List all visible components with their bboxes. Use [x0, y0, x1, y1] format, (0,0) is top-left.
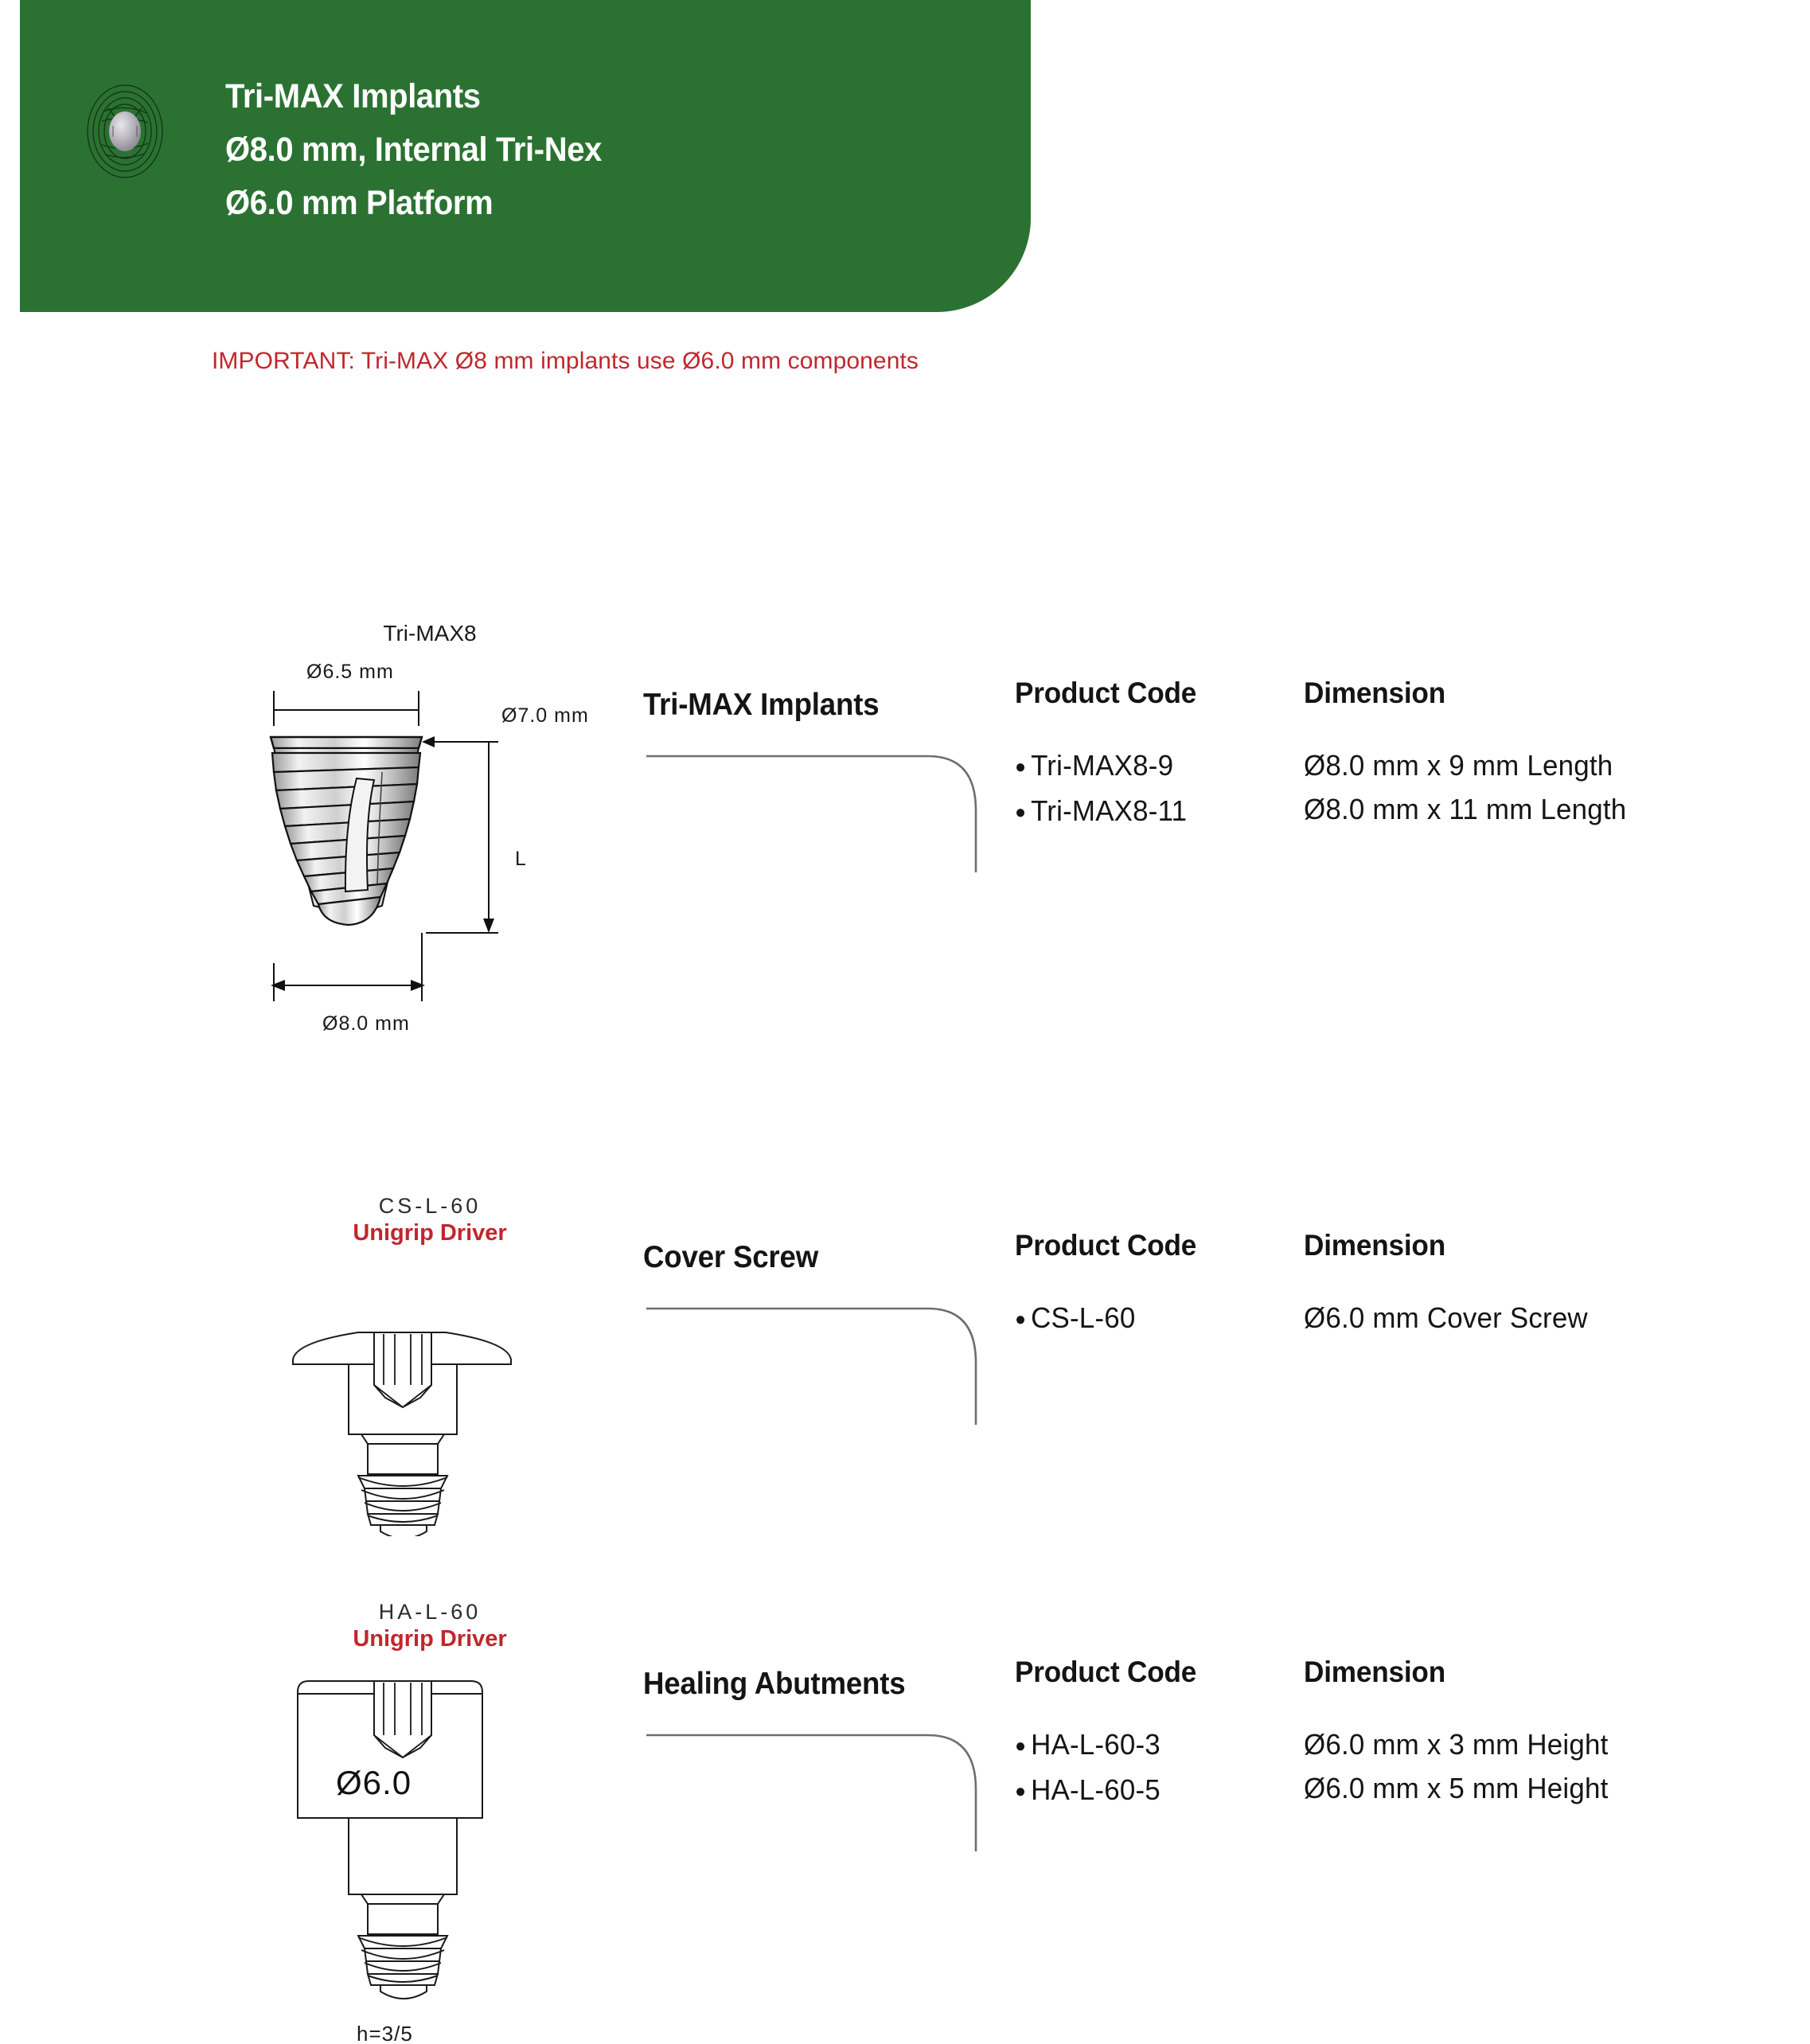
- section-healing-abutments: [0, 1600, 1810, 2042]
- section-implants: [0, 621, 1810, 1067]
- dimension-header: Dimension: [1304, 1656, 1445, 1688]
- connector-line: [643, 1286, 993, 1430]
- title-line-1: Tri-MAX Implants: [225, 77, 481, 115]
- header-banner: [20, 0, 1031, 312]
- table-row: ● Tri-MAX8-11: [1015, 794, 1188, 827]
- product-code-value: CS-L-60: [1031, 1301, 1136, 1334]
- section-title-healing-abutments: Healing Abutments: [643, 1667, 906, 1701]
- label-body-diameter: Ø8.0 mm: [322, 1012, 410, 1035]
- dimension-list: [1304, 1722, 1781, 1810]
- product-code-header: Product Code: [1015, 1656, 1197, 1688]
- product-code-value: Tri-MAX8-11: [1031, 794, 1188, 827]
- healing-abutment-diagram-group: [263, 1600, 597, 2044]
- product-code-header: Product Code: [1015, 1229, 1197, 1262]
- table-row: Ø8.0 mm x 11 mm Length: [1304, 793, 1627, 825]
- product-code-list: [1015, 1296, 1301, 1341]
- label-height-healing: h=3/5: [357, 2022, 413, 2044]
- cover-screw-diagram-group: [263, 1194, 597, 1540]
- connector-line: [643, 734, 993, 877]
- table-row: Ø6.0 mm Cover Screw: [1304, 1301, 1588, 1334]
- product-code-list: [1015, 743, 1301, 834]
- healing-abutment-driver-caption: Unigrip Driver: [353, 1626, 507, 1652]
- implants-title-group: [643, 688, 1017, 877]
- implant-top-view-icon: [64, 80, 187, 183]
- cover-screw-title-group: [643, 1240, 1017, 1430]
- label-length: L: [515, 848, 527, 870]
- dimension-column-cover-screw: [1304, 1229, 1781, 1340]
- product-code-value: HA-L-60-3: [1031, 1728, 1161, 1761]
- table-row: ● HA-L-60-3: [1015, 1728, 1161, 1761]
- product-code-header: Product Code: [1015, 677, 1197, 709]
- label-top-diameter: Ø6.5 mm: [306, 661, 394, 683]
- page-title: [225, 70, 981, 230]
- connector-line: [643, 1713, 993, 1856]
- important-note: IMPORTANT: Tri-MAX Ø8 mm implants use Ø6.0 mm components: [212, 348, 919, 374]
- section-title-cover-screw: Cover Screw: [643, 1240, 819, 1274]
- title-line-3: Ø6.0 mm Platform: [225, 184, 493, 222]
- product-code-column-cover-screw: [1015, 1229, 1301, 1341]
- product-code-column-healing: [1015, 1656, 1301, 1813]
- table-row: Ø6.0 mm x 5 mm Height: [1304, 1772, 1609, 1804]
- table-row: ● CS-L-60: [1015, 1301, 1136, 1334]
- implant-caption: Tri-MAX8: [383, 621, 477, 646]
- dimension-list: [1304, 743, 1781, 831]
- product-code-value: Tri-MAX8-9: [1031, 749, 1174, 782]
- cover-screw-driver-caption: Unigrip Driver: [353, 1220, 507, 1246]
- product-code-list: [1015, 1722, 1301, 1813]
- table-row: ● Tri-MAX8-9: [1015, 749, 1174, 782]
- product-code-value: HA-L-60-5: [1031, 1773, 1161, 1806]
- section-cover-screw: [0, 1194, 1810, 1568]
- table-row: Ø8.0 mm x 9 mm Length: [1304, 749, 1613, 782]
- implant-diagram-group: [263, 621, 597, 1051]
- section-title-implants: Tri-MAX Implants: [643, 688, 880, 722]
- dimension-header: Dimension: [1304, 1229, 1445, 1262]
- label-body-diameter-healing: Ø6.0: [336, 1764, 412, 1801]
- dimension-list: [1304, 1296, 1781, 1340]
- dimension-header: Dimension: [1304, 677, 1445, 709]
- healing-abutment-code-caption: HA-L-60: [378, 1600, 482, 1624]
- table-row: ● HA-L-60-5: [1015, 1773, 1161, 1806]
- healing-abutment-technical-drawing: [263, 1670, 597, 2028]
- product-code-column-implants: [1015, 677, 1301, 834]
- dimension-column-healing: [1304, 1656, 1781, 1810]
- title-line-2: Ø8.0 mm, Internal Tri-Nex: [225, 131, 602, 169]
- cover-screw-code-caption: CS-L-60: [378, 1194, 482, 1218]
- table-row: Ø6.0 mm x 3 mm Height: [1304, 1728, 1609, 1761]
- cover-screw-technical-drawing: [263, 1266, 597, 1536]
- dimension-column-implants: [1304, 677, 1781, 831]
- label-platform-diameter: Ø7.0 mm: [501, 704, 589, 727]
- healing-abutments-title-group: [643, 1667, 1017, 1856]
